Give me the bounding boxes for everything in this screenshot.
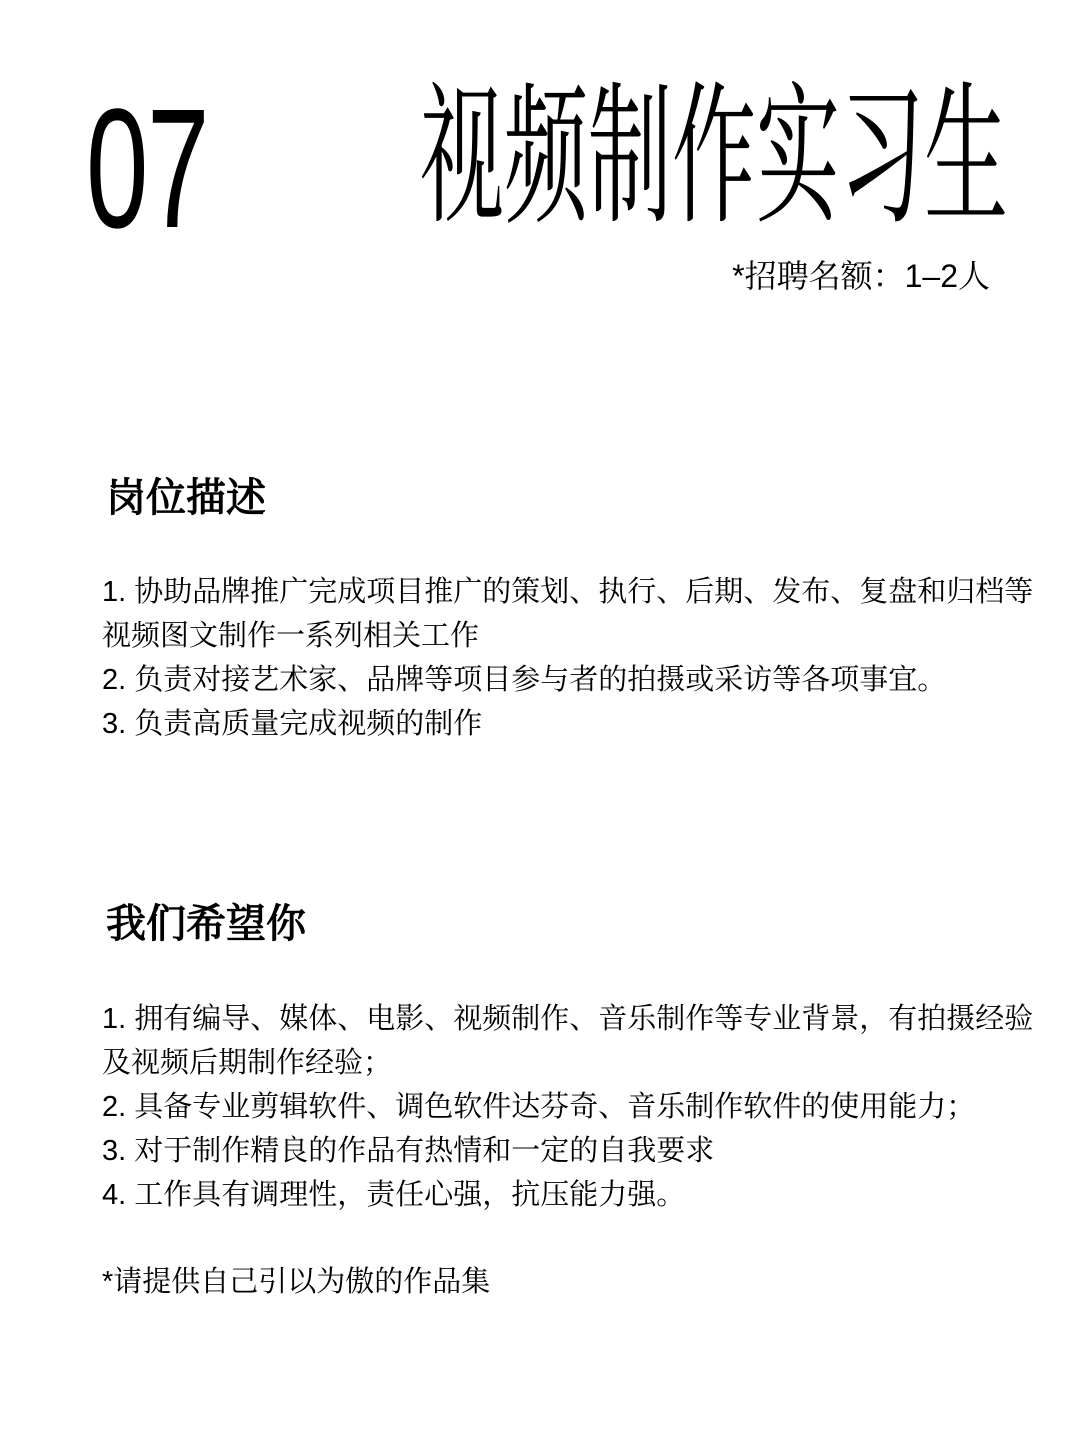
expectations-line: 4. 工作具有调理性，责任心强，抗压能力强。: [102, 1179, 686, 1211]
job-description-line: 视频图文制作一系列相关工作: [102, 620, 480, 652]
expectations-line: 3. 对于制作精良的作品有热情和一定的自我要求: [102, 1135, 715, 1167]
portfolio-request-note: *请提供自己引以为傲的作品集: [102, 1266, 491, 1298]
expectations-list: [102, 997, 1033, 1217]
job-description-line: 1. 协助品牌推广完成项目推广的策划、执行、后期、发布、复盘和归档等: [102, 576, 1034, 608]
section-heading-job-description: 岗位描述: [106, 476, 266, 520]
page-number: 07: [86, 74, 209, 264]
expectations-line: 及视频后期制作经验；: [102, 1047, 393, 1079]
job-description-line: 3. 负责高质量完成视频的制作: [102, 708, 483, 740]
job-description-line: 2. 负责对接艺术家、品牌等项目参与者的拍摄或采访等各项事宜。: [102, 664, 947, 696]
expectations-line: 2. 具备专业剪辑软件、调色软件达芬奇、音乐制作软件的使用能力；: [102, 1091, 976, 1123]
expectations-line: 1. 拥有编导、媒体、电影、视频制作、音乐制作等专业背景，有拍摄经验: [102, 1003, 1034, 1035]
page-title: 视频制作实习生: [420, 70, 1009, 242]
recruitment-quota-note: *招聘名额：1–2人: [732, 258, 990, 294]
section-heading-expectations: 我们希望你: [106, 902, 306, 946]
job-description-list: [102, 570, 1033, 746]
